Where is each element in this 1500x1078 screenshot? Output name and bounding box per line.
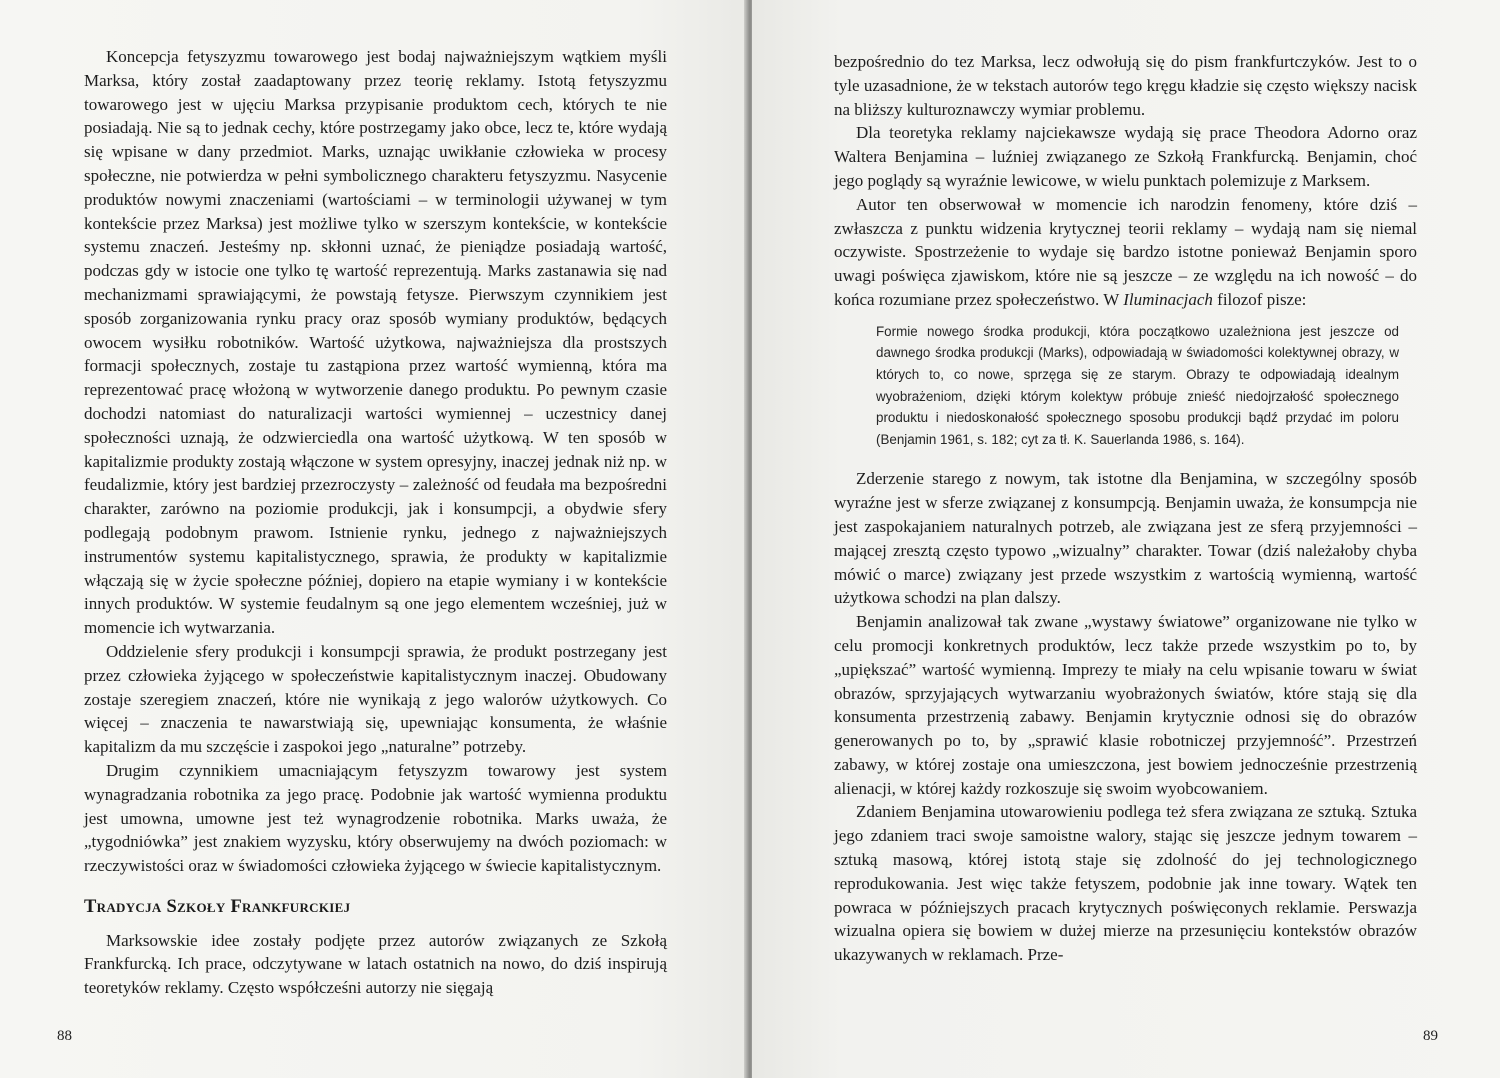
paragraph: Oddzielenie sfery produkcji i konsumpcji sprawia, że produkt postrzegany jest przez człowieka żyjącego w społeczeństwie kapitalistycznym inaczej. Obudowany zostaje szeregiem znaczeń, które nie wynikają z jego walorów użytkowych. Co więcej – znaczenia te nawarstwiają się, upewniając konsumenta, że właśnie kapitalizm da mu szczęście i zaspokoi jego „naturalne” potrzeby. <box>84 641 667 757</box>
right-page <box>752 0 1500 1078</box>
paragraph: Zderzenie starego z nowym, tak istotne dla Benjamina, w szczególny sposób wyraźne jest w sferze związanej z konsumpcją. Benjamin uważa, że konsumpcja nie jest zaspokajaniem naturalnych potrzeb, ale związana jest ze sferą przyjemności – mającej zresztą często typowo „wizualny” charakter. Towar (dziś należałoby chyba mówić o marce) związany jest przede wszystkim z wartością wymienną, wartość użytkowa schodzi na plan dalszy. <box>834 469 1417 608</box>
book-title-italic: Iluminacjach <box>1123 289 1213 309</box>
paragraph: Koncepcja fetyszyzmu towarowego jest bodaj najważniejszym wątkiem myśli Marksa, który został zaadaptowany przez teorię reklamy. Istotą fetyszyzmu towarowego jest w ujęciu Marksa przypisanie produktom cech, których te nie posiadają. Nie są to jednak cechy, które postrzegamy jako obce, lecz te, które wydają się wpisane w dany przedmiot. Marks, uznając uwikłanie człowieka w procesy społeczne, nie potwierdza w pełni symbolicznego charakteru fetyszyzmu. Nasycenie produktów nowymi znaczeniami (wartościami – w terminologii używanej w tym kontekście przez Marksa) jest możliwe tylko w szerszym kontekście, w kontekście systemu znaczeń. Jesteśmy np. skłonni uznać, że pieniądze posiadają wartość, podczas gdy w istocie one tylko tę wartość reprezentują. Marks zastanawia się nad mechanizmami sprawiającymi, że powstają fetysze. Pierwszym czynnikiem jest sposób zorganizowania rynku pracy oraz sposób wymiany produktów, będących owocem wysiłku robotników. Wartość użytkowa, najważniejsza dla prostszych formacji społecznych, zostaje tu zastąpiona przez wartość wymienną, która ma reprezentować pracę włożoną w wytworzenie danego produktu. Po pewnym czasie dochodzi natomiast do naturalizacji wartości wymiennej – uczestnicy danej społeczności uznają, że odzwierciedla ona wartość użytkową. W ten sposób w kapitalizmie produkty zostają włączone w system opresyjny, inaczej jednak niż np. w feudalizmie, który jest bardziej przezroczysty – zależność od feudała ma bezpośredni charakter, zarówno na poziomie produkcji, jak i konsumpcji, a obydwie sfery podlegają podobnym prawom. Istnienie rynku, jednego z najważniejszych instrumentów systemu kapitalistycznego, sprawia, że produkty w kapitalizmie włączają się w życie społeczne później, dopiero na etapie wymiany i w kontekście innych produktów. W systemie feudalnym są one jego elementem wcześniej, już w momencie ich wytwarzania. <box>84 47 667 638</box>
left-page <box>0 0 748 1078</box>
page-number-right: 89 <box>1423 1028 1438 1044</box>
page-number-left: 88 <box>57 1028 72 1044</box>
block-quote: Formie nowego środka produkcji, która początkowo uzależniona jest jeszcze od dawnego środka produkcji (Marks), odpowiadają w świadomości kolektywnej obrazy, w których to, co nowe, sprzęga się ze starym. Obrazy te odpowiadają idealnym wyobrażeniom, dzięki którym kolektyw próbuje znieść niedojrzałość społecznego produktu i niedoskonałość społecznego sposobu produkcji bądź przydać im poloru (Benjamin 1961, s. 182; cyt za tł. K. Sauerlanda 1986, s. 164). <box>876 323 1399 447</box>
paragraph: Benjamin analizował tak zwane „wystawy światowe” organizowane nie tylko w celu promocji konkretnych produktów, lecz także przede wszystkim po to, by „upiększać” wartość wymienną. Imprezy te miały na celu wpisanie towaru w świat obrazów, sprzyjających wytwarzaniu wyobrażonych światów, które stają się dla konsumenta przestrzenią zabawy. Benjamin krytycznie odnosi się do obrazów generowanych po to, by „sprawić klasie robotniczej przyjemność”. Przestrzeń zabawy, w której zostaje ona umieszczona, jest bowiem jednocześnie przestrzenią alienacji, w której każdy rozkoszuje się swoim wyobcowaniem. <box>834 612 1417 798</box>
paragraph: Marksowskie idee zostały podjęte przez autorów związanych ze Szkołą Frankfurcką. Ich prace, odczytywane w latach ostatnich na nowo, do dziś inspirują teoretyków reklamy. Często współcześni autorzy nie sięgają <box>84 930 667 998</box>
paragraph-text: Autor ten obserwował w momencie ich narodzin fenomeny, które dziś – zwłaszcza z punktu widzenia krytycznej teorii reklamy – wydają nam się niemal oczywiste. Spostrzeżenie to wydaje się bardzo istotne ponieważ Benjamin sporo uwagi poświęca zjawiskom, które nie są jeszcze – ze względu na ich nowość – do końca rozumiane przez społeczeństwo. W <box>834 194 1417 309</box>
paragraph: bezpośrednio do tez Marksa, lecz odwołują się do pism frankfurtczyków. Jest to o tyle uzasadnione, że w tekstach autorów tego kręgu kładzie się często większy nacisk na bliższy kulturoznawczy wymiar problemu. <box>834 52 1417 119</box>
left-page-text <box>84 45 667 1000</box>
paragraph: Drugim czynnikiem umacniającym fetyszyzm towarowy jest system wynagradzania robotnika za jego pracę. Podobnie jak wartość wymienna produktu jest umowna, umowne jest też wynagrodzenie robotnika. Marks uważa, że „tygodniówka” jest znakiem wyzysku, który obserwujemy na dwóch poziomach: w rzeczywistości oraz w świadomości człowieka żyjącego w świecie kapitalistycznym. <box>84 760 667 876</box>
paragraph: Dla teoretyka reklamy najciekawsze wydają się prace Theodora Adorno oraz Waltera Benjamina – luźniej związanego ze Szkołą Frankfurcką. Benjamin, choć jego poglądy są wyraźnie lewicowe, w wielu punktach polemizuje z Marksem. <box>834 123 1417 190</box>
paragraph: Zdaniem Benjamina utowarowieniu podlega też sfera związana ze sztuką. Sztuka jego zdaniem traci swoje samoistne walory, stając się jeszcze jednym towarem – sztuką masową, której istotą staje się zdolność do jej technologicznego reprodukowania. Jest więc także fetyszem, podobnie jak inne towary. Wątek ten powraca w późniejszych pracach krytycznych poświęconych reklamie. Perswazja wizualna opiera się bowiem w dużej mierze na przesunięciu kontekstów obrazów ukazywanych w reklamach. Prze- <box>834 802 1417 965</box>
section-heading: Tradycja Szkoły Frankfurckiej <box>84 896 351 917</box>
paragraph-text: filozof pisze: <box>1217 289 1307 309</box>
right-page-text <box>834 50 1417 967</box>
paragraph <box>834 193 1417 312</box>
